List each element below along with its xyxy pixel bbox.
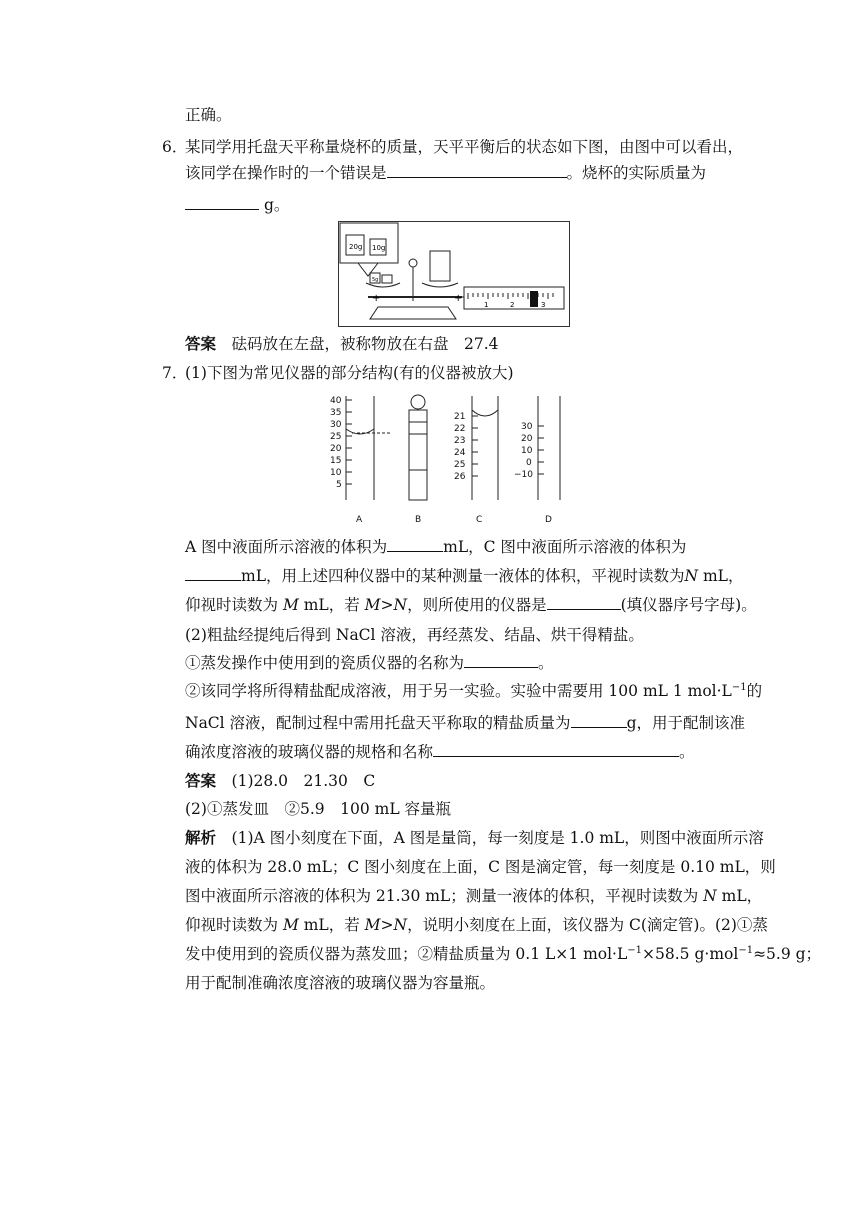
instruments-figure [326,392,588,524]
c-tick-23: 23 [454,436,466,446]
q7-l3-f: (填仪器序号字母)。 [620,596,757,614]
q7-blank-c-volume[interactable] [185,565,241,581]
q7-p2-2 [185,680,762,702]
q6-line1: 某同学用托盘天平称量烧杯的质量，天平平衡后的状态如下图，由图中可以看出， [185,138,744,156]
q7-p2-1-tail: 。 [538,654,554,672]
c-tick-22: 22 [454,424,466,434]
q7-answer-1 [185,770,375,792]
q7-blank-porcelain[interactable] [464,652,538,668]
svg-text:+: + [372,293,381,304]
q6-answer-text: 砝码放在左盘，被称物放在右盘 27.4 [231,335,499,353]
q7-answer-label: 答案 [185,771,217,790]
q7-l2 [185,565,743,587]
q7-p2-2-sup: −1 [731,682,747,693]
q6-line2 [185,162,706,184]
q7-analysis-4-mn: M>N [364,916,408,934]
instrument-c [454,396,498,524]
scale-tick-2: 2 [510,301,515,309]
rider-icon [530,291,538,307]
q7-analysis-5-sup2: −1 [738,945,754,956]
label-d: D [545,515,552,524]
svg-text:+: + [454,293,463,304]
d-tick-10: 10 [521,446,533,456]
q7-analysis-2: 液的体积为 28.0 mL；C 图小刻度在上面，C 图是滴定管，每一刻度是 0.10 mL，则 [185,858,776,876]
q7-p2-1-text: ①蒸发操作中使用到的瓷质仪器的名称为 [185,654,465,672]
a-tick-15: 15 [330,456,342,466]
q7-l3-c: mL，若 [298,596,365,614]
q7-l2-text: mL，用上述四种仪器中的某种测量一液体的体积，平视时读数为 [241,567,685,585]
scale-tick-3: 3 [541,301,546,309]
q7-p2-2-tail: 的 [746,682,763,700]
c-tick-24: 24 [454,448,466,458]
q7-l3-e: ，则所使用的仪器是 [407,596,547,614]
d-tick-20: 20 [521,434,533,444]
q6-answer [185,333,499,355]
q7-analysis-5 [185,943,821,965]
a-tick-30: 30 [330,420,342,430]
q7-analysis-5-a: 发中使用到的瓷质仪器为蒸发皿；②精盐质量为 0.1 L×1 mol·L [185,945,628,963]
q7-analysis-3 [185,885,762,907]
a-tick-25: 25 [330,432,342,442]
instrument-d [514,396,560,524]
q7-p2-4-tail: 。 [679,743,695,761]
q7-p1: (1)下图为常见仪器的部分结构(有的仪器被放大) [185,364,514,382]
q7-analysis-3-unit: mL， [716,887,763,905]
q7-blank-glassware[interactable] [433,741,679,757]
weight-20g-label: 20g [349,243,363,251]
a-tick-20: 20 [330,444,342,454]
q7-analysis-4-m: M [282,916,299,934]
q7-analysis-3-n: N [703,887,717,905]
carryover-text: 正确。 [185,106,232,124]
q6-unit: g。 [263,196,290,214]
q7-p2-4 [185,741,695,763]
d-tick-30: 30 [521,422,533,432]
label-b: B [415,515,422,524]
q6-line2-text: 该同学在操作时的一个错误是 [185,164,387,182]
q7-analysis-6: 用于配制准确浓度溶液的玻璃仪器为容量瓶。 [185,974,496,992]
q7-l2-n: N [684,567,699,585]
q7-blank-instrument[interactable] [547,594,621,610]
q7-analysis-4-a: 仰视时读数为 [185,916,283,934]
q7-analysis-3-text: 图中液面所示溶液的体积为 21.30 mL；测量一液体的体积，平视时读数为 [185,887,704,905]
scale-tick-1: 1 [484,301,489,309]
q7-analysis-4-c: mL，若 [298,916,365,934]
q7-analysis-1 [185,827,764,849]
q7-l1-text: A 图中液面所示溶液的体积为 [185,538,388,556]
weight-10g-label: 10g [372,244,386,252]
q7-answer-1-text: (1)28.0 21.30 C [231,772,376,790]
a-tick-35: 35 [330,408,342,418]
q7-l1-tail: mL，C 图中液面所示溶液的体积为 [443,538,687,556]
q7-p2-1 [185,652,554,674]
q6-number: 6． [162,138,188,156]
q7-l3-m: M [282,596,299,614]
q7-analysis-label: 解析 [185,828,217,847]
beaker-icon [430,251,450,281]
q7-analysis-5-b: ×58.5 g·mol [642,945,739,963]
c-tick-25: 25 [454,460,466,470]
instrument-a [330,396,392,524]
q7-l2-unit: mL， [698,567,744,585]
d-tick-0: 0 [526,458,532,468]
c-tick-26: 26 [454,472,466,482]
q7-answer-2: (2)①蒸发皿 ②5.9 100 mL 容量瓶 [185,800,452,818]
q7-analysis-4 [185,914,768,936]
instrument-b [409,395,427,524]
q6-blank-error[interactable] [387,162,567,178]
a-tick-10: 10 [330,468,342,478]
q7-analysis-4-e: ，说明小刻度在上面，该仪器为 C(滴定管)。(2)①蒸 [407,916,768,934]
q7-p2-3 [185,712,745,734]
weight-5g-label: 5g [372,277,379,283]
label-a: A [356,515,363,524]
d-tick-minus10: −10 [514,470,533,480]
q7-l3-a: 仰视时读数为 [185,596,283,614]
q6-line2-tail: 。烧杯的实际质量为 [566,164,707,182]
a-tick-40: 40 [330,396,342,406]
q7-l3-mn: M>N [364,596,408,614]
q7-blank-a-volume[interactable] [387,536,443,552]
balance-figure [338,221,570,327]
q7-analysis-5-c: ≈5.9 g； [753,945,822,963]
q7-analysis-1-text: (1)A 图小刻度在下面，A 图是量筒，每一刻度是 1.0 mL，则图中液面所示溶 [231,829,764,847]
c-tick-21: 21 [454,412,466,422]
q7-l1 [185,536,686,558]
q7-l3 [185,594,757,616]
q7-p2-4-text: 确浓度溶液的玻璃仪器的规格和名称 [185,743,434,761]
q7-p2-3-tail: g，用于配制该准 [626,714,745,732]
q7-p2-3-text: NaCl 溶液，配制过程中需用托盘天平称取的精盐质量为 [185,714,571,732]
q7-blank-salt-mass[interactable] [571,712,627,728]
q7-number: 7． [162,364,188,382]
q7-analysis-5-sup1: −1 [627,945,643,956]
q7-p2-2-text: ②该同学将所得精盐配成溶液，用于另一实验。实验中需要用 100 mL 1 mol·L [185,682,732,700]
label-c: C [476,515,483,524]
q6-blank-mass[interactable] [185,194,259,210]
q6-line3 [185,194,289,216]
q7-p2: (2)粗盐经提纯后得到 NaCl 溶液，再经蒸发、结晶、烘干得精盐。 [185,626,644,644]
q6-answer-label: 答案 [185,334,217,353]
a-tick-5: 5 [336,480,342,490]
